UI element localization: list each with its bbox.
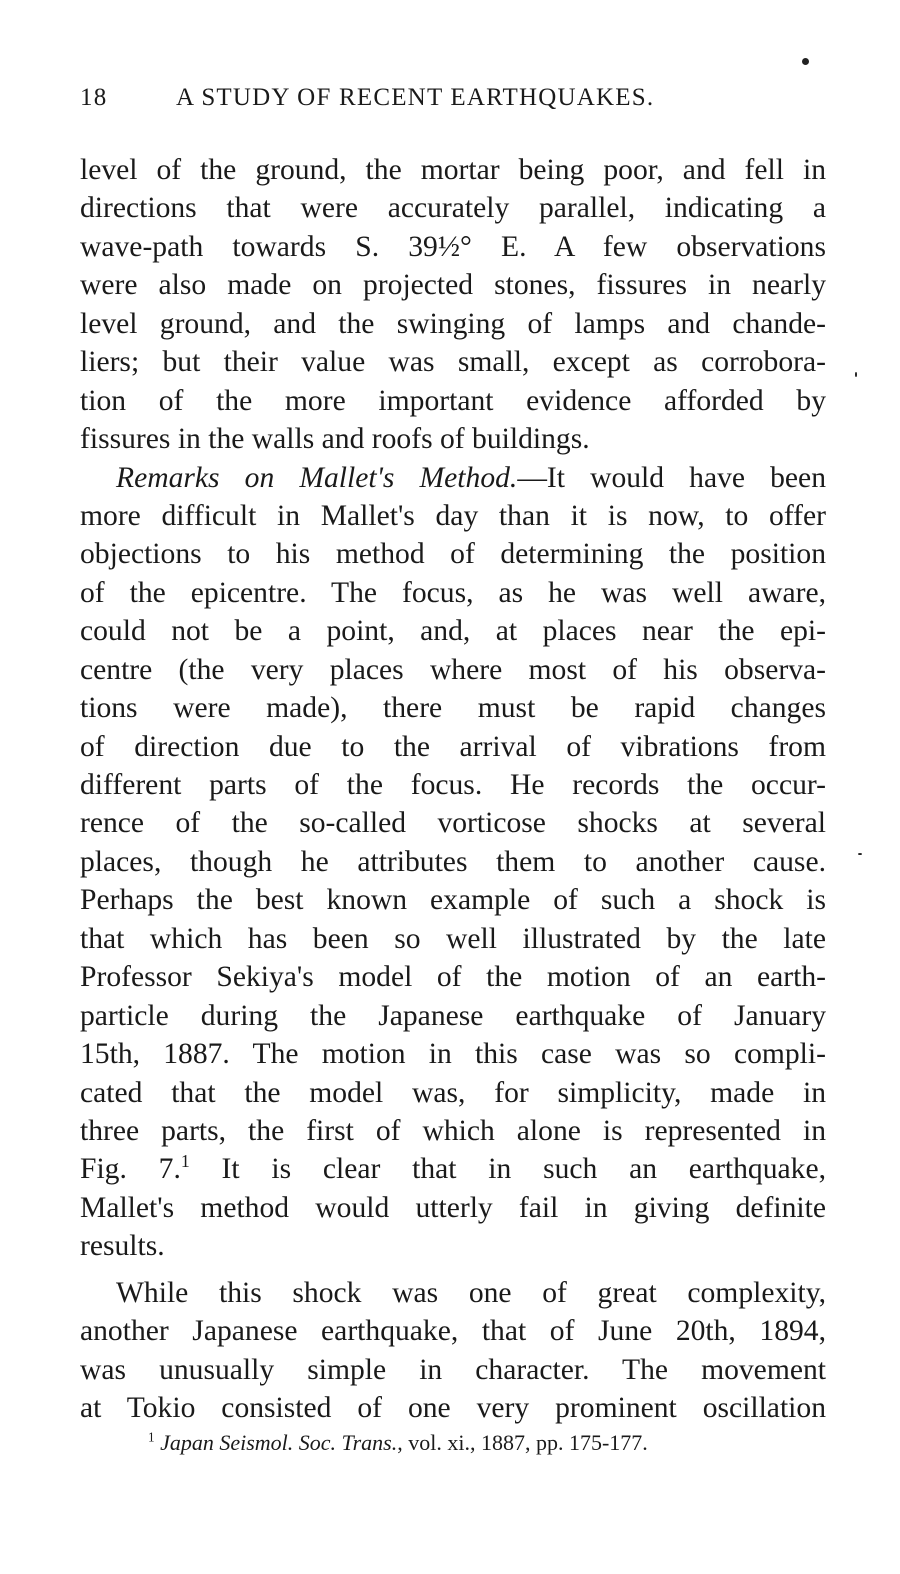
- body-text: [80, 151, 826, 1427]
- text-line: more difficult in Mallet's day than it is now, to offer: [80, 499, 826, 532]
- text-run: Fig. 7.: [80, 1153, 181, 1186]
- footnote-reference[interactable]: 1: [180, 1151, 190, 1172]
- section-heading: Remarks on Mallet's Method.: [116, 461, 518, 494]
- paragraph: [80, 151, 826, 459]
- text-line: directions that were accurately parallel, indicating a: [80, 192, 826, 225]
- text-line: [80, 1150, 826, 1188]
- paragraph: [80, 1274, 826, 1428]
- footnote-details: , vol. xi., 1887, pp. 175-177.: [397, 1430, 648, 1455]
- page-number: 18: [80, 84, 108, 111]
- text-line: of direction due to the arrival of vibrations from: [80, 730, 826, 763]
- scan-speck: [858, 853, 862, 855]
- text-line: particle during the Japanese earthquake of January: [80, 999, 826, 1032]
- footnote-source-title: Japan Seismol. Soc. Trans.: [160, 1430, 398, 1455]
- paragraph: [80, 459, 826, 1266]
- text-line: While this shock was one of great complexity,: [116, 1276, 826, 1309]
- text-line: liers; but their value was small, except as corrobora-: [80, 346, 826, 379]
- text-line: Mallet's method would utterly fail in giving definite: [80, 1191, 826, 1224]
- scan-speck: [802, 58, 809, 65]
- text-run: It is clear that in such an earthquake,: [189, 1153, 826, 1186]
- text-line: was unusually simple in character. The movement: [80, 1353, 826, 1386]
- text-line: places, though he attributes them to another cause.: [80, 845, 826, 878]
- text-line: 15th, 1887. The motion in this case was so compli-: [80, 1038, 826, 1071]
- text-line: centre (the very places where most of his observa-: [80, 653, 826, 686]
- text-line: rence of the so-called vorticose shocks at several: [80, 807, 826, 840]
- scan-speck: [855, 372, 857, 377]
- paragraph-gap: [80, 1266, 826, 1274]
- text-line: level ground, and the swinging of lamps and chande-: [80, 307, 826, 340]
- text-line: Perhaps the best known example of such a shock is: [80, 884, 826, 917]
- text-line: three parts, the first of which alone is represented in: [80, 1114, 826, 1147]
- text-line: level of the ground, the mortar being poor, and fell in: [80, 154, 826, 186]
- footnote: [148, 1430, 828, 1456]
- header-title: A STUDY OF RECENT EARTHQUAKES.: [176, 84, 655, 111]
- text-line: were also made on projected stones, fissures in nearly: [80, 269, 826, 302]
- text-line: tion of the more important evidence afforded by: [80, 384, 826, 417]
- text-run: —It would have been: [517, 461, 826, 494]
- text-line: objections to his method of determining the position: [80, 538, 826, 571]
- text-line: tions were made), there must be rapid changes: [80, 692, 826, 725]
- footnote-marker: 1: [148, 1429, 155, 1445]
- text-line: different parts of the focus. He records the occur-: [80, 769, 826, 801]
- text-line: of the epicentre. The focus, as he was well aware,: [80, 576, 826, 609]
- text-line: [80, 459, 826, 497]
- text-line: Professor Sekiya's model of the motion of an earth-: [80, 961, 826, 994]
- text-line: another Japanese earthquake, that of June 20th, 1894,: [80, 1315, 826, 1348]
- text-line: at Tokio consisted of one very prominent oscillation: [80, 1392, 826, 1424]
- text-line: that which has been so well illustrated by the late: [80, 922, 826, 955]
- text-line: results.: [80, 1230, 165, 1263]
- text-line: cated that the model was, for simplicity, made in: [80, 1076, 826, 1109]
- text-line: could not be a point, and, at places near the epi-: [80, 615, 826, 648]
- running-head: [80, 84, 820, 112]
- text-line: wave-path towards S. 39½° E. A few observations: [80, 230, 826, 263]
- text-line: fissures in the walls and roofs of buildings.: [80, 423, 590, 456]
